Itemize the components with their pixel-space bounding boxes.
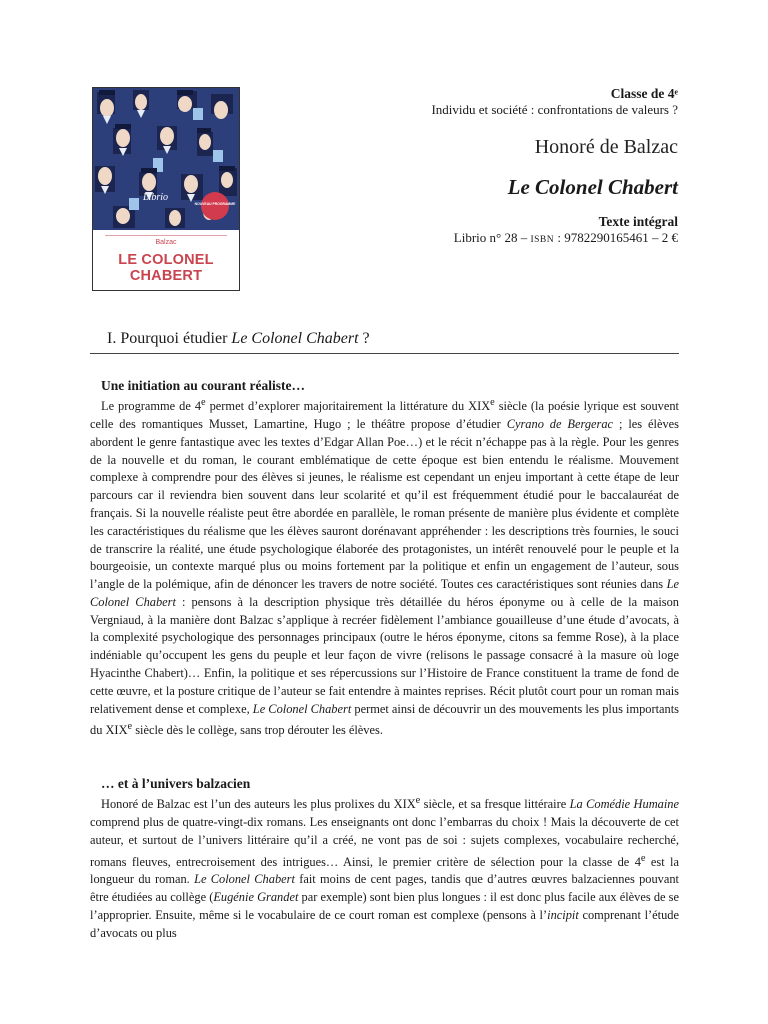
integral-label: Texte intégral — [598, 214, 678, 229]
new-program-badge-text: NOUVEAU PROGRAMME — [194, 202, 236, 206]
book-title: Le Colonel Chabert — [507, 175, 678, 199]
new-program-badge-icon — [201, 192, 229, 220]
paragraph-realism: Le programme de 4e permet d’explorer majoritairement la littérature du XIXe siècle (la poésie lyrique est souvent celle des romantiques Musset, Lamartine, Hugo ; le théâtre propose d’étudier Cyrano de Bergerac ; les élèves abordent le genre fantastique avec les textes d’Edgar Allan Poe…) et le récit n’échappe pas à la règle. Pour les genres de la nouvelle et du roman, le courant emblématique de cette époque est bien entendu le réalisme. Mouvement complexe à comprendre pour des élèves si jeunes, le réalisme est cependant un enjeu important à cette étape de leur parcours car il reviendra bien souvent dans leur scolarité et qu’il est fréquemment étudié pour le baccalauréat de français. Si la nouvelle réaliste peut être abordée en parallèle, le roman présente de manière plus évidente et complète les caractéristiques du réalisme que les élèves sauront dorénavant appréhender : les descriptions très fournies, le souci de transcrire la réalité, une étude psychologique élaborée des protagonistes, un intérêt renouvelé pour le peuple et la bourgeoisie, un contexte marqué plus ou moins fortement par la politique et enfin un engagement de l’auteur, sous l’angle de la polémique, afin de dénoncer les travers de notre société. Toutes ces caractéristiques sont réunies dans Le Colonel Chabert : pensons à la description physique très détaillée du héros éponyme ou à celle de la maison Vergniaud, à la manière dont Balzac s’applique à recréer fidèlement l’ambiance gouailleuse d’une étude d’avocats, à la complexité psychologique des personnages principaux (outre le héros éponyme, citons sa femme Rose), à la place indéniable qu’occupent les gens du peuple et leur façon de vivre (relisons le passage consacré à la masure où loge Hyacinthe Chabert)… Enfin, la politique et ses répercussions sur l’Histoire de France constituent la trame de fond de cette œuvre, et la posture critique de l’auteur se fait entendre à maintes reprises. Récit plutôt court pour un roman mais relativement dense et complexe, Le Colonel Chabert permet ainsi de découvrir un des mouvements les plus importants du XIXe siècle dès le collège, sans trop dérouter les élèves. — [90, 397, 679, 738]
author-name: Honoré de Balzac — [534, 136, 678, 158]
theme-line: Individu et société : confrontations de valeurs ? — [431, 102, 678, 117]
isbn-label: ISBN — [530, 235, 555, 245]
book-cover — [92, 87, 240, 291]
ref-prefix: Librio n° 28 – — [453, 230, 531, 245]
section-number: I. Pourquoi étudier — [107, 330, 232, 347]
section-title — [107, 329, 370, 349]
cover-title: LE COLONEL CHABERT — [118, 252, 214, 284]
document-header — [431, 86, 678, 248]
subsection-heading-realism: Une initiation au courant réaliste… — [101, 378, 305, 393]
ref-suffix: : 9782290165461 – 2 € — [554, 230, 678, 245]
class-level: Classe de 4ᵉ — [610, 86, 678, 101]
section-book-title: Le Colonel Chabert — [231, 330, 359, 347]
section-tail: ? — [358, 330, 370, 347]
section-divider — [90, 353, 679, 354]
edition-reference — [431, 230, 678, 248]
cover-author: Balzac — [155, 239, 177, 246]
cover-illustration — [93, 88, 239, 230]
cover-divider — [105, 235, 227, 236]
subsection-heading-balzac-universe: … et à l’univers balzacien — [101, 776, 251, 791]
publisher-logo: Librio — [143, 192, 169, 203]
paragraph-balzac-universe: Honoré de Balzac est l’un des auteurs les plus prolixes du XIXe siècle, et sa fresque littéraire La Comédie Humaine comprend plus de quatre-vingt-dix romans. Les enseignants ont donc l’embarras du choix ! Mais la découverte de cet auteur, et surtout de l’univers littéraire qu’il a créé, ne vont pas de soi : sujets complexes, vocabulaire recherché, romans fleuves, entrecroisement des intrigues… Ainsi, le premier critère de sélection pour la classe de 4e est la longueur du roman. Le Colonel Chabert fait moins de cent pages, tandis que d’autres œuvres balzaciennes pouvant être étudiées au collège (Eugénie Grandet par exemple) sont bien plus longues : il est donc plus facile aux élèves de se l’approprier. Ensuite, même si le vocabulaire de ce court roman est complexe (pensons à l’incipit comprenant l’étude d’avocats ou plus — [90, 795, 680, 940]
